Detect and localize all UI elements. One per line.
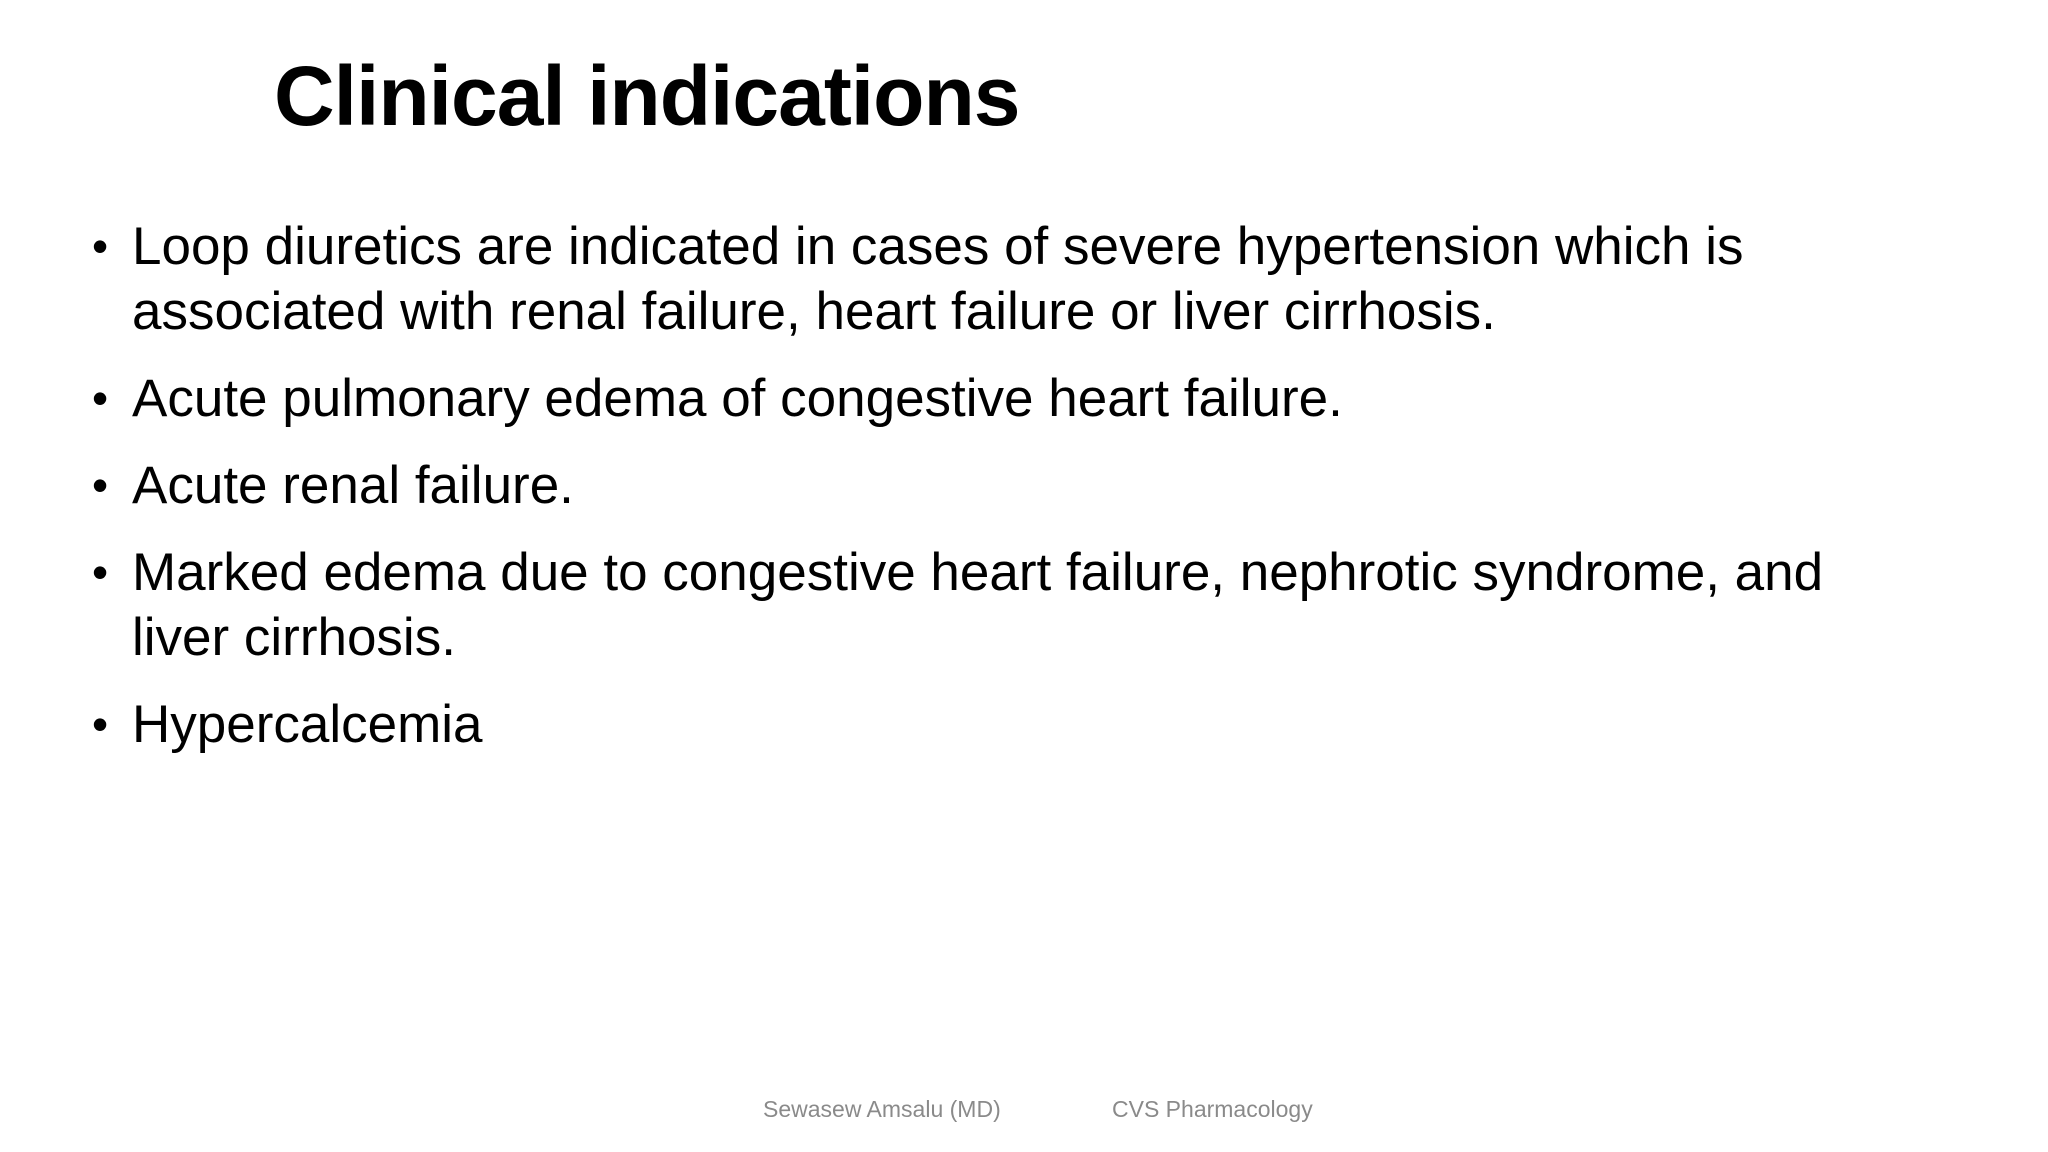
bullet-item <box>92 366 1852 431</box>
bullet-item <box>92 692 1852 757</box>
slide-title: Clinical indications <box>274 49 1020 143</box>
bullet-text: Acute renal failure. <box>132 456 574 515</box>
bullet-list <box>92 214 1852 779</box>
bullet-icon: • <box>92 698 109 750</box>
bullet-item <box>92 540 1852 670</box>
bullet-icon: • <box>92 220 109 272</box>
bullet-icon: • <box>92 459 109 511</box>
bullet-item <box>92 453 1852 518</box>
bullet-item <box>92 214 1852 344</box>
bullet-text: Marked edema due to congestive heart failure, nephrotic syndrome, and liver cirrhosis. <box>132 543 1824 667</box>
bullet-text: Loop diuretics are indicated in cases of severe hypertension which is associated with renal failure, heart failure or liver cirrhosis. <box>132 217 1744 341</box>
bullet-text: Hypercalcemia <box>132 695 483 754</box>
bullet-icon: • <box>92 546 109 598</box>
bullet-icon: • <box>92 372 109 424</box>
footer-course: CVS Pharmacology <box>1112 1096 1313 1122</box>
footer-author: Sewasew Amsalu (MD) <box>763 1096 1001 1122</box>
bullet-text: Acute pulmonary edema of congestive heart failure. <box>132 369 1343 428</box>
